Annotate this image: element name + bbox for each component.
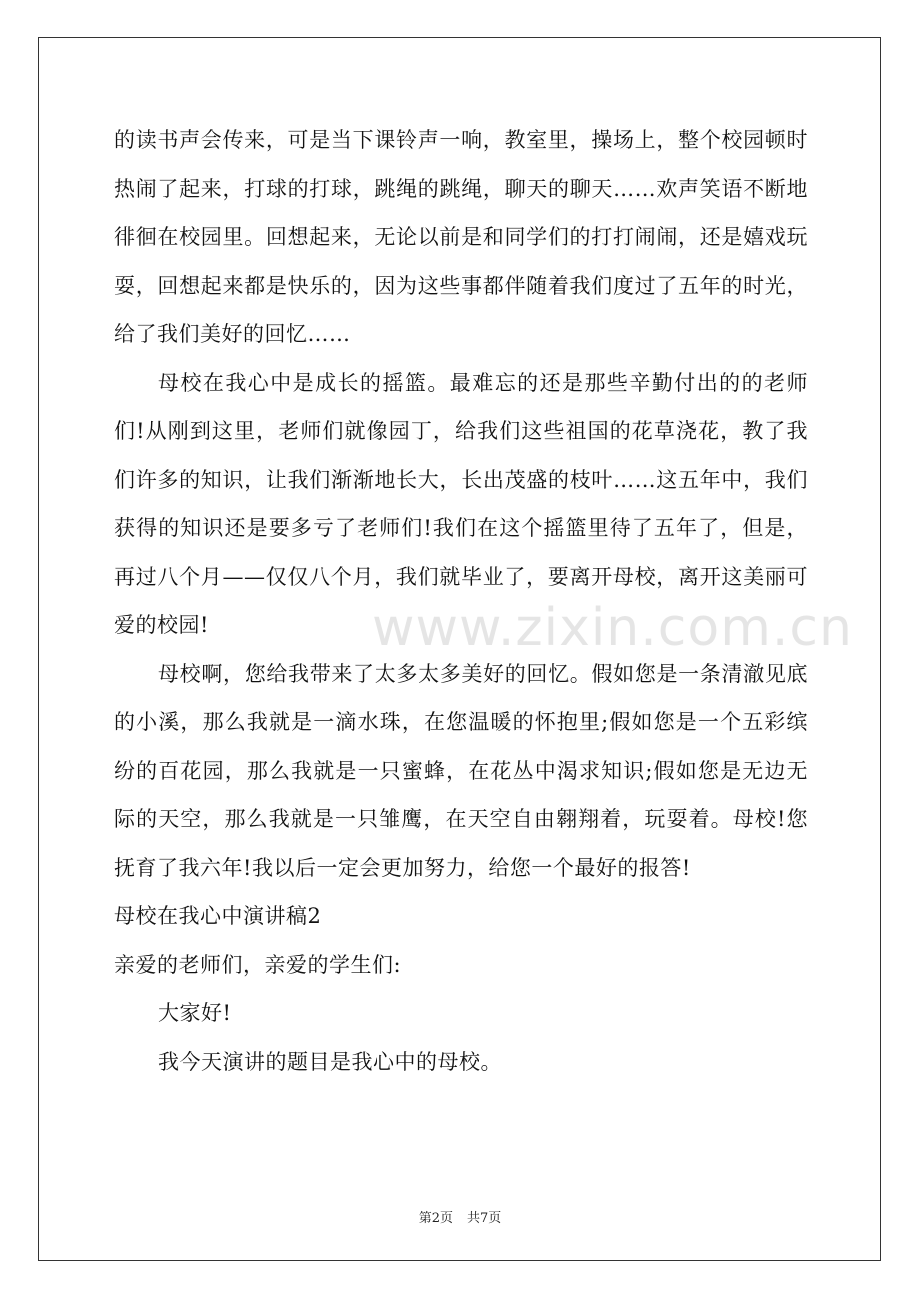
document-body <box>114 116 808 1086</box>
page-total: 共7页 <box>467 1211 502 1226</box>
paragraph-3: 母校啊，您给我带来了太多太多美好的回忆。假如您是一条清澈见底的小溪，那么我就是一滴水珠，在您温暖的怀抱里;假如您是一个五彩缤纷的百花园，那么我就是一只蜜蜂，在花丛中渴求知识;假如您是无边无际的天空，那么我就是一只雏鹰，在天空自由翱翔着，玩耍着。母校!您抚育了我六年!我以后一定会更加努力，给您一个最好的报答! <box>114 661 808 880</box>
section-title: 母校在我心中演讲稿2 <box>114 904 322 928</box>
paragraph-2: 母校在我心中是成长的摇篮。最难忘的还是那些辛勤付出的的老师们!从刚到这里，老师们就像园丁，给我们这些祖国的花草浇花，教了我们许多的知识，让我们渐渐地长大，长出茂盛的枝叶……这五年中，我们获得的知识还是要多亏了老师们!我们在这个摇篮里待了五年了，但是，再过八个月——仅仅八个月，我们就毕业了，要离开母校，离开这美丽可爱的校园! <box>114 370 808 637</box>
watermark: www.zixin.com.cn <box>372 598 853 658</box>
paragraph-1: 的读书声会传来，可是当下课铃声一响，教室里，操场上，整个校园顿时热闹了起来，打球的打球，跳绳的跳绳，聊天的聊天……欢声笑语不断地徘徊在校园里。回想起来，无论以前是和同学们的打打闹闹，还是嬉戏玩耍，回想起来都是快乐的，因为这些事都伴随着我们度过了五年的时光，给了我们美好的回忆…… <box>114 128 808 346</box>
topic-line: 我今天演讲的题目是我心中的母校。 <box>158 1049 502 1074</box>
greeting: 大家好! <box>158 1001 232 1025</box>
page-number: 第2页 <box>418 1211 453 1226</box>
salutation: 亲爱的老师们，亲爱的学生们: <box>114 952 402 977</box>
page-footer <box>0 1207 920 1226</box>
